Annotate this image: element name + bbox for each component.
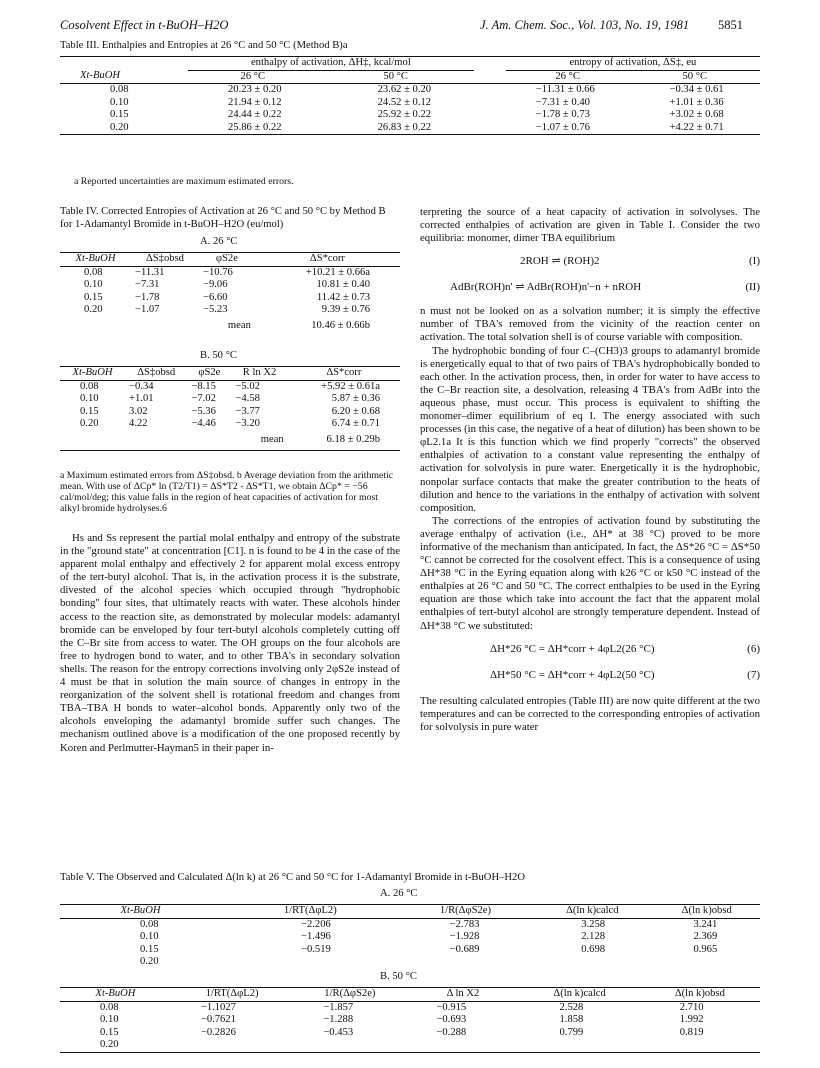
table-cell: 0.08 [100,1001,119,1013]
table-cell: 0.20 [80,418,99,429]
table-row [60,304,400,317]
table4a [60,252,400,337]
table4-part-b: B. 50 °C [200,350,237,361]
table4a-mean-label: mean [227,320,251,332]
table-cell: −1.07 [134,304,160,315]
equation-text: 2ROH ⇌ (ROH)2 [520,255,600,268]
table-cell: 25.92 ± 0.22 [377,109,432,120]
table-cell: 0.819 [679,1026,704,1038]
table4b-mean-label: mean [260,434,284,445]
table-cell: −7.31 [134,279,160,290]
table-cell: −3.20 [235,418,260,429]
table-row [60,97,760,110]
table5b [60,987,760,1053]
table4a-col: ΔS‡obsd [145,253,184,264]
table4b-col: Xt-BuOH [72,367,113,378]
table5-caption: Table V. The Observed and Calculated Δ(ln k) at 26 °C and 50 °C for 1-Adamantyl Bromide in t-BuOH–H2O [60,872,525,883]
table-cell: −7.02 [191,393,216,404]
table-cell: 2.710 [679,1001,704,1013]
table-cell: −4.46 [191,418,216,429]
table5-part-b: B. 50 °C [380,971,417,982]
table-cell: 0.10 [84,279,103,290]
table-cell: +3.02 ± 0.68 [669,109,724,120]
table3-col-x: Xt-BuOH [60,70,188,84]
table3-caption: Table III. Enthalpies and Entropies at 26 °C and 50 °C (Method B)a [60,40,348,51]
table-cell: 0.08 [80,380,99,392]
equation-number: (7) [747,668,760,681]
table-row [60,1039,760,1052]
table-cell: 3.241 [693,918,718,930]
table-row [60,266,400,279]
table-cell: −6.60 [202,291,228,303]
table3-group-enthalpy: enthalpy of activation, ΔH‡, kcal/mol [188,57,474,71]
table4-part-a: A. 26 °C [200,236,238,247]
table-cell: +1.01 [129,393,154,404]
table-cell: 25.86 ± 0.22 [228,121,282,133]
table-cell: 0.799 [559,1026,584,1038]
table3-col-temp: 50 °C [629,70,760,84]
table-cell: +5.92 ± 0.61a [321,380,380,392]
equation-6 [420,637,760,663]
table-cell: −3.77 [235,405,260,417]
equation-text: AdBr(ROH)n' ⇌ AdBr(ROH)n'−n + nROH [450,281,642,294]
table-cell: 0.15 [140,943,159,955]
table3 [60,56,760,135]
table-cell: 0.15 [84,291,103,303]
equation-text: ΔH*26 °C = ΔH*corr + 4φL2(26 °C) [490,642,655,655]
table-row [60,279,400,292]
table4-caption: Table IV. Corrected Entropies of Activation at 26 °C and 50 °C by Method B for 1-Adamantyl Bromide in t-BuOH–H2O (eu/mol) [60,206,386,230]
page-number: 5851 [718,18,743,32]
table-cell: −1.496 [300,931,331,942]
table5-part-a: A. 26 °C [380,888,418,899]
table-cell: −2.206 [300,918,331,930]
table-cell: 26.83 ± 0.22 [377,121,432,133]
table4a-col: ΔS*corr [309,253,345,264]
table-cell: −9.06 [202,279,228,290]
table-cell: +4.22 ± 0.71 [669,121,724,133]
table-cell: 5.87 ± 0.36 [331,393,380,404]
table5b-col: Δ ln X2 [446,988,480,999]
table-row [60,1001,760,1014]
table-cell: −2.783 [449,918,480,930]
table-cell: −1.857 [323,1001,354,1013]
table-cell: 0.965 [693,943,718,955]
table5a-col: Δ(ln k)obsd [681,905,732,916]
table-cell: 4.22 [129,418,148,429]
table5b-col: Δ(ln k)obsd [674,988,725,999]
table-cell: 10.81 ± 0.40 [316,279,370,290]
table-cell: 0.10 [80,393,99,404]
left-column-text [60,532,400,755]
table4b-col: R ln X2 [242,367,277,378]
table-cell: 11.42 ± 0.73 [316,291,370,303]
table-row [60,918,760,931]
equation-I [420,249,760,275]
table-cell: −7.31 ± 0.40 [535,96,590,108]
table-cell: −8.15 [191,380,216,392]
table-cell: 1.992 [679,1014,704,1025]
table-cell: −0.2826 [200,1026,236,1038]
table-cell: −10.76 [202,266,233,278]
table-row [60,292,400,305]
table-cell: −0.915 [436,1001,467,1013]
table-cell: 0.20 [84,304,103,315]
table-cell: 20.23 ± 0.20 [228,84,282,95]
table-cell: −1.78 [134,291,160,303]
table4-footnote: a Maximum estimated errors from ΔS‡obsd. b Average deviation from the arithmetic mean. With use of ΔCp* ln (T2/T1) = ΔS*T2 - ΔS*T1, we obtain ΔCp* = −56 cal/mol/deg; this value falls in the region of heat capacities of activation for most alkyl bromide hydrolyses.6 [60,470,394,514]
table-cell: 3.258 [581,918,606,930]
table-row [60,1027,760,1040]
table-cell: 0.20 [110,121,129,133]
table-cell: 2.369 [693,931,718,942]
table-cell: 0.20 [140,956,159,967]
table-cell: 3.02 [129,405,148,417]
table3-group-entropy: entropy of activation, ΔS‡, eu [506,57,760,71]
table-cell: 2.128 [581,931,606,942]
table3-footnote: a Reported uncertainties are maximum estimated errors. [74,176,294,187]
table3-col-temp: 50 °C [318,70,474,84]
running-head-left: Cosolvent Effect in t-BuOH–H2O [60,18,229,32]
table3-col-temp: 26 °C [188,70,318,84]
table-row [60,122,760,135]
table-row [60,1014,760,1027]
table-cell: 0.15 [110,109,129,120]
table-cell: −1.928 [449,931,480,942]
table-cell: −11.31 ± 0.66 [535,84,595,95]
table5b-col: 1/RT(ΔφL2) [205,988,259,999]
table-cell: 23.62 ± 0.20 [377,84,432,95]
table5a-col: Xt-BuOH [120,905,161,916]
table-cell: −1.07 ± 0.76 [535,121,590,133]
body-paragraph: The corrections of the entropies of activation found by substituting the average enthalpy of activation (i.e., ΔH* at 38 °C) proved to be more informative of the mechanism than anticipated. In fact, the ΔS*26 °C = ΔS*50 °C cannot be corrected for the cosolvent effect. This is a consequence of using ΔH*38 °C in the Eyring equation along with k26 °C or k50 °C instead of the enthalpies at 26 °C and 50 °C. The correct enthalpies to be used in the Eyring equation are those which take into account the fact that the apparent molal enthalpies of tert-butyl alcohol are strongly temperature dependent. Instead of ΔH*38 °C we substituted: [420,514,760,632]
table4b-col: ΔS*corr [326,367,362,378]
table-cell: 9.39 ± 0.76 [321,304,370,315]
table-cell: −0.288 [436,1026,467,1038]
table-cell: −5.36 [191,405,216,417]
table3-col-temp: 26 °C [506,70,630,84]
table-cell: −0.693 [436,1014,467,1025]
table-row [60,931,760,944]
table-cell: −1.1027 [200,1001,236,1013]
table4b-col: φS2e [198,367,221,378]
table-cell: 24.44 ± 0.22 [228,109,282,120]
table-row [60,956,760,969]
right-column [420,206,760,734]
table-cell: −0.7621 [200,1014,236,1025]
table-cell: −0.689 [449,943,480,955]
equation-7 [420,663,760,689]
table4a-col: φS2e [215,253,238,264]
table-cell: 0.20 [100,1039,119,1050]
table-cell: 0.08 [140,918,159,930]
table-cell: +1.01 ± 0.36 [669,96,724,108]
equation-text: ΔH*50 °C = ΔH*corr + 4φL2(50 °C) [490,668,655,681]
body-paragraph: n must not be looked on as a solvation number; it is simply the effective number of TBA's removed from the vicinity of the reaction center on activation. The total solvation shell is of course variable with composition. [420,305,760,344]
table-cell: 1.858 [559,1014,584,1025]
table5a-col: Δ(ln k)calcd [566,905,619,916]
equation-number: (II) [745,281,760,294]
table-cell: 21.94 ± 0.12 [228,96,282,108]
table-row [60,109,760,122]
table-cell: 0.10 [100,1014,119,1025]
equation-II [420,275,760,301]
table-cell: −11.31 [134,266,165,278]
table-cell: −5.02 [235,380,260,392]
table5b-col: Δ(ln k)calcd [553,988,606,999]
table5a-col: 1/R(ΔφS2e) [439,905,492,916]
table4a-col: Xt-BuOH [75,253,116,264]
table-cell: 0.15 [100,1026,119,1038]
table-cell: −1.288 [323,1014,354,1025]
table-cell: −4.58 [235,393,260,404]
table4b-mean: 6.18 ± 0.29b [326,434,380,445]
table4b-col: ΔS‡obsd [137,367,176,378]
table-cell: 0.15 [80,405,99,417]
table-cell: 0.08 [110,84,129,95]
table-cell: 0.10 [140,931,159,942]
table-cell: −0.34 [129,380,154,392]
table5b-col: Xt-BuOH [95,988,136,999]
body-paragraph: The resulting calculated entropies (Table III) are now quite different at the two temperatures and can be corrected to the corresponding entropies of activation for solvolysis in pure water [420,694,760,733]
table-row [60,84,760,97]
table5b-col: 1/R(ΔφS2e) [324,988,376,999]
table-row [60,393,400,406]
table5a-col: 1/RT(ΔφL2) [283,905,337,916]
table5a [60,904,760,969]
table-row [60,418,400,431]
table-cell: 24.52 ± 0.12 [377,96,432,108]
table-cell: −1.78 ± 0.73 [535,109,590,120]
equation-number: (6) [747,642,760,655]
table4b [60,366,400,451]
body-paragraph: Hs and Ss represent the partial molal enthalpy and entropy of the substrate in the "ground state" at concentration [C1]. n is found to be 4 in the case of the apparent molal enthalpy and effectively 2 for apparent molal excess entropy of the tert-butyl alcohol. That is, in the activation process it is the substrate, divested of the alcohol species which occupied through "hydrophobic bonding" four sites, that ultimately reacts with water. These alcohols hinder access to the reaction site, as demonstrated by molecular models: adamantyl bromide can be enveloped by four tert-butyl alcohols completely cutting off the C–Br site from access to water. The OH groups on the four alcohols are free to hydrogen bond to water, and to other TBA's in secondary solvation shells. The reason for the entropy corrections involving only 2φS2e instead of 4 must be that in solution the main source of changes in entropy in the reorganization of the solvent shell is rotational freedom and changes from TBA–TBA H bonds to water–alcohol bonds. Apparently only two of the alcohols enveloping the adamantyl bromide suffer such changes. The mechanism outlined above is a modification of the one proposed recently by Koren and Perlmutter-Hayman5 in their paper in- [60,532,400,754]
table-cell: 6.20 ± 0.68 [331,405,380,417]
table-cell: 0.10 [110,96,129,108]
table4a-mean: 10.46 ± 0.66b [311,320,370,332]
table-cell: −0.453 [323,1026,354,1038]
body-paragraph: The hydrophobic bonding of four C–(CH3)3 groups to adamantyl bromide is energetically equal to that of two pairs of TBA's hydrophobically bonded to each other. In the activation process, then, in order for water to have access to the C–Br reaction site, a desolvation, releasing 4 TBA's from AdBr into the aqueous phase, must occur. This process is equivalent to shifting the monomer–dimer equilibrium of eq I. The energy associated with such processes (in this case, the negative of a heat of dilution) has been shown to be φL2.1a It is this function which we find properly "corrects" the observed enthalpies of activation to a constant value representing the enthalpy of activation for solvolysis in pure water. Energetically it is the hydrophobic, nonpolar surface contacts that make the greater contribution to the heats of dilution and hence to the variations in the enthalpy of activation with solvent composition. [420,344,761,514]
table-row [60,944,760,957]
table-cell: 0.698 [581,943,606,955]
table-cell: 0.08 [84,266,103,278]
table-cell: +10.21 ± 0.66a [305,266,370,278]
table-cell: −0.519 [300,943,331,955]
table-cell: 2.528 [559,1001,584,1013]
running-head-journal: J. Am. Chem. Soc., Vol. 103, No. 19, 1981 [480,18,690,32]
table-cell: −5.23 [202,304,228,315]
table-row [60,380,400,393]
table-row [60,406,400,419]
table-cell: −0.34 ± 0.61 [669,84,724,95]
body-paragraph: terpreting the source of a heat capacity of activation in solvolyses. The corrected enthalpies of activation are given in Table I. Consider the two equilibria: monomer, dimer TBA equilibrium [420,206,760,245]
equation-number: (I) [749,255,760,268]
table-cell: 6.74 ± 0.71 [331,418,380,429]
